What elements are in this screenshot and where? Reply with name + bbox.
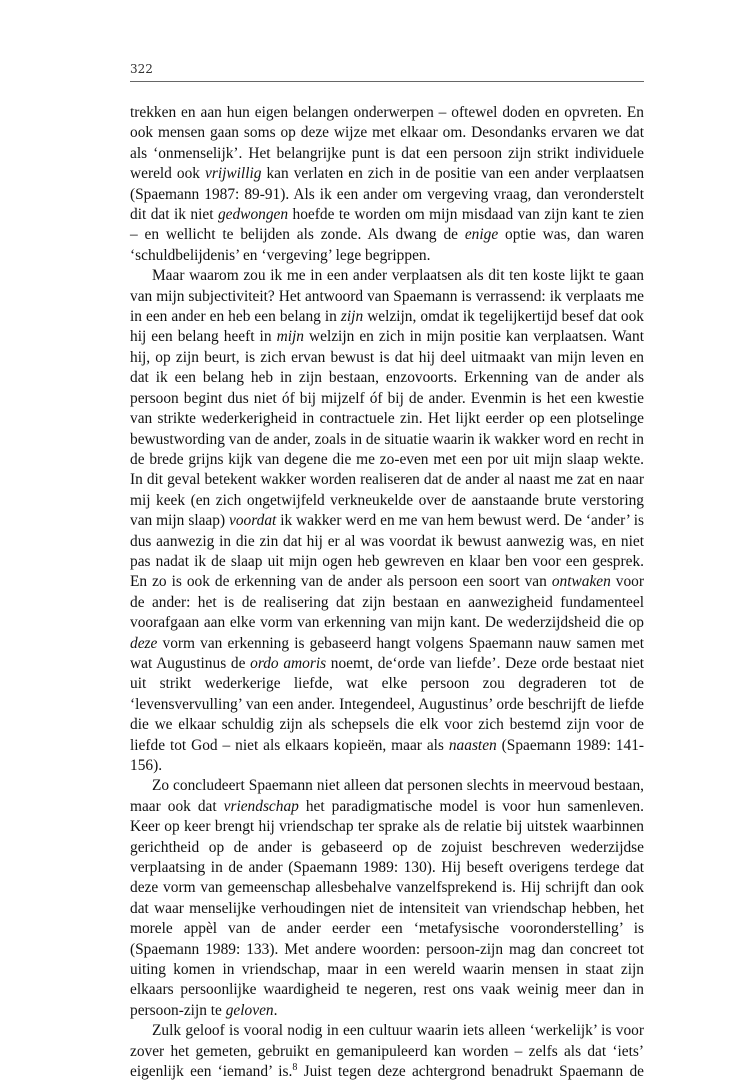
text-run: . bbox=[273, 1001, 278, 1019]
text-run: ik wakker werd en me van hem bewust werd. De ‘ander’ is dus aanwezig in die zin dat hij er al was voordat ik bewust aanwezig was, en niet pas nadat ik de slaap uit mijn ogen heb gewreven en klaar ben voor een gesprek. En zo is ook de erkenning van de ander als persoon een soort van bbox=[130, 512, 644, 591]
page-number: 322 bbox=[130, 62, 153, 76]
text-run: optie was, dan waren ‘schuldbelijdenis’ en ‘vergeving’ lege begrippen. bbox=[130, 226, 644, 264]
paragraph-4 bbox=[130, 1021, 644, 1082]
text-run: vorm van erkenning is gebaseerd hangt volgens Spaemann nauw samen met wat Augustinus de bbox=[130, 634, 644, 672]
text-run: voor de ander: het is de realisering dat zijn bestaan en aanwezigheid fundamenteel voorafgaan aan elke vorm van erkenning van mijn kant. De wederzijdsheid die op bbox=[130, 573, 644, 632]
text-run: kan verlaten en zich in de positie van een ander verplaatsen (Spaemann 1987: 89-91). Als ik een ander om vergeving vraag, dan veronderstelt dit dat ik niet bbox=[130, 165, 645, 224]
emphasis-text: ordo amoris bbox=[250, 654, 327, 672]
text-run: Maar waarom zou ik me in een ander verplaatsen als dit ten koste lijkt te gaan van mijn subjectiviteit? Het antwoord van Spaemann is verrassend: ik verplaats me in een ander en heb een belang in bbox=[130, 267, 644, 326]
text-run: Zulk geloof is vooral nodig in een cultuur waarin iets alleen ‘werkelijk’ is voor zover het gemeten, gebruikt en gemanipuleerd kan worden – zelfs als dat ‘iets’ eigenlijk een ‘iemand’ is. bbox=[130, 1022, 644, 1081]
body-text bbox=[130, 103, 644, 1083]
emphasis-text: vrijwillig bbox=[205, 165, 262, 183]
emphasis-text: voordat bbox=[229, 512, 277, 530]
text-run: (Spaemann 1989: 141-156). bbox=[130, 736, 645, 774]
emphasis-text: vriendschap bbox=[223, 797, 299, 815]
paragraph-2 bbox=[130, 266, 644, 776]
text-run: het paradigmatische model is voor hun samenleven. Keer op keer brengt hij vriendschap ter sprake als de relatie bij uitstek waarbinnen gerichtheid op de ander is gebaseerd op de zojuist beschreven wederzijdse verplaatsing in de ander (Spaemann 1989: 130). Hij beseft overigens terdege dat deze vorm van gemeenschap allesbehalve vanzelfsprekend is. Hij schrijft dan ook dat waar menselijke verhoudingen niet de intensiteit van vriendschap hebben, het morele appèl van de ander eerder een ‘metafysische vooronderstelling’ is (Spaemann 1989: 133). Met andere woorden: persoon-zijn mag dan concreet tot uiting komen in vriendschap, maar in een wereld waarin mensen in staat zijn elkaars persoonlijke waardigheid te negeren, rest ons vaak weinig meer dan in persoon-zijn te bbox=[130, 797, 644, 1019]
text-run: trekken en aan hun eigen belangen onderwerpen – oftewel doden en opvreten. En ook mensen gaan soms op deze wijze met elkaar om. Desondanks ervaren we dat als ‘onmenselijk’. Het belangrijke punt is dat een persoon zijn strikt individuele wereld ook bbox=[130, 104, 644, 183]
emphasis-text: gedwongen bbox=[217, 206, 289, 224]
text-run: Zo concludeert Spaemann niet alleen dat personen slechts in meervoud bestaan, maar ook dat bbox=[130, 777, 644, 815]
paragraph-3 bbox=[130, 776, 644, 1021]
header-rule bbox=[130, 81, 644, 82]
text-run: welzijn en zich in mijn positie kan verplaatsen. Want hij, op zijn beurt, is zich ervan bewust is dat hij deel uitmaakt van mijn leven en dat ik een belang heb in zijn bestaan, enzovoorts. Erkenning van de ander als persoon begint dus niet óf bij mijzelf óf bij de ander. Evenmin is het een kwestie van strikte wederkerigheid in contractuele zin. Het lijkt eerder op een plotselinge bewustwording van de ander, zoals in de situatie waarin ik wakker word en recht in de brede grijns kijk van degene die me zo-even met een por uit mijn slaap wekte. In dit geval betekent wakker worden realiseren dat de ander al naast me zat en naar mij keek (en zich ongetwijfeld verkneukelde over de aanstaande brute verstoring van mijn slaap) bbox=[130, 328, 644, 530]
emphasis-text: deze bbox=[130, 634, 158, 652]
text-run: noemt, de‘orde van liefde’. Deze orde bestaat niet uit strikt wederkerige liefde, wat elke persoon zou degraderen tot de ‘levensvervulling’ van een ander. Integendeel, Augustinus’ orde beschrijft de liefde die we elkaar schuldig zijn als schepsels die elk voor zich bestemd zijn voor de liefde tot God – niet als elkaars kopieën, maar als bbox=[130, 654, 644, 754]
emphasis-text: ontwaken bbox=[551, 573, 611, 591]
paragraph-1 bbox=[130, 103, 644, 266]
emphasis-text: enige bbox=[464, 226, 499, 244]
emphasis-text: geloven bbox=[225, 1001, 274, 1019]
text-run: hoefde te worden om mijn misdaad van zijn kant te zien – en wellicht te belijden als zonde. Als dwang de bbox=[130, 206, 644, 244]
text-run: welzijn, omdat ik tegelijkertijd besef dat ook hij een belang heeft in bbox=[130, 308, 644, 346]
emphasis-text: naasten bbox=[448, 736, 497, 754]
text-run: Juist tegen deze achtergrond benadrukt Spaemann de bbox=[297, 1063, 644, 1081]
footnote-marker: 8 bbox=[292, 1061, 298, 1073]
emphasis-text: zijn bbox=[340, 308, 364, 326]
emphasis-text: mijn bbox=[276, 328, 304, 346]
